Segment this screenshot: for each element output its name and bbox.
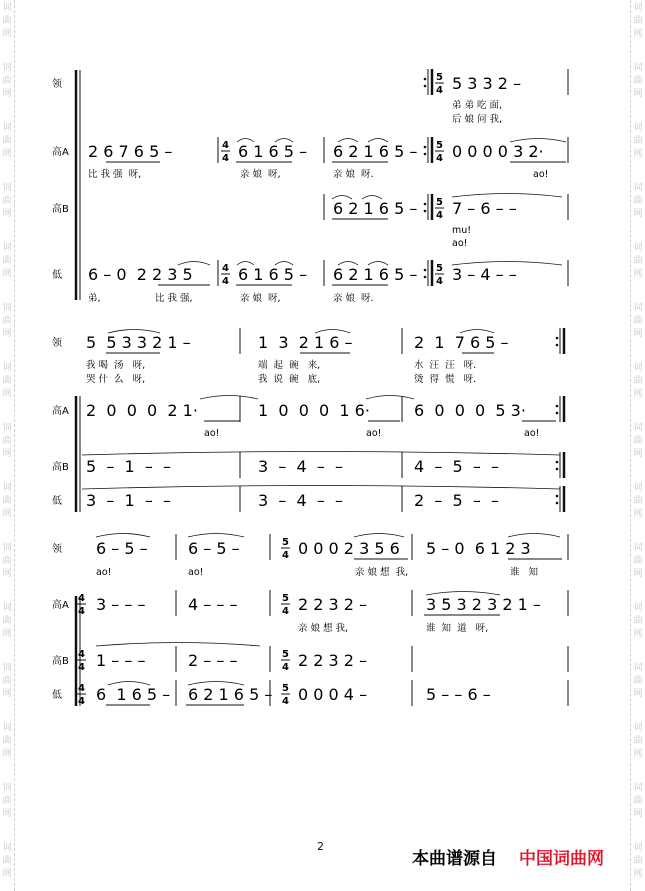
note-group-2-3-0: 6 1 6 5 – [96,685,171,704]
watermark-right-2: 词 曲 网 [633,123,643,159]
lyric-0-0-0: 弟 弟 吃 面, [452,100,503,111]
timesig-top-0-3-1: 5 [436,263,443,274]
note-group-1-1-1: 1 0 0 0 1 6· [258,401,370,420]
watermark-right-6: 词 曲 网 [633,363,643,399]
watermark-right-1: 词 曲 网 [633,63,643,99]
timesig-bottom-0-3-1: 4 [436,276,443,287]
note-group-2-1-0: 3 – – – [96,595,146,614]
note-group-1-3-2: 2 – 5 – – [414,491,500,510]
note-group-0-3-2: 6 2 1 6 5 – [333,265,418,284]
watermark-right-9: 词 曲 网 [633,543,643,579]
watermark-right-10: 词 曲 网 [633,603,643,639]
repeat-dot-0-3-a [424,269,427,272]
lyric-2-1-1: 谁 知 道 呀, [426,623,489,634]
slur-2-0 [96,534,150,538]
lyric-0-1-3: ao! [533,169,549,180]
watermark-left-7: 词 曲 网 [2,423,12,459]
repeat-dot-1-2-a [556,461,559,464]
timesig-top-2-1-1: 5 [282,593,289,604]
source-label: 本曲谱源自 [412,849,497,869]
part-label-0-1: 高A [52,147,69,158]
repeat-dot-0-2-a [424,203,427,206]
watermark-right-13: 词 曲 网 [633,783,643,819]
repeat-dot-1-1-b [556,412,559,415]
lyric-0-0-1: 后 娘 问 我, [452,114,503,125]
watermark-left-5: 词 曲 网 [2,303,12,339]
repeat-dot-0-0-a [424,78,427,81]
timesig-top-0-0-0: 5 [436,72,443,83]
watermark-right-0: 词 曲 网 [633,3,643,39]
slur-0-7 [452,194,562,198]
timesig-top-2-1-0: 4 [78,593,85,604]
lyric-1-1-0: ao! [204,428,220,439]
lyric-0-3-3: 亲 娘 呀. [333,293,374,304]
lyric-2-0-2: 亲 娘 想 我, [355,567,409,578]
note-group-2-0-1: 6 – 5 – [188,539,240,558]
slur-2-1 [188,534,244,538]
note-group-0-1-0: 2 6 7 6 5 – [88,142,173,161]
watermark-left-6: 词 曲 网 [2,363,12,399]
timesig-top-0-1-1: 5 [436,140,443,151]
timesig-bottom-2-1-1: 4 [282,606,289,617]
repeat-dot-0-2-b [424,210,427,213]
watermark-left-3: 词 曲 网 [2,183,12,219]
timesig-bottom-2-3-0: 4 [78,696,85,707]
note-group-0-2-0: 6 2 1 6 5 – [333,199,418,218]
watermark-right-12: 词 曲 网 [633,723,643,759]
watermark-right-14: 词 曲 网 [633,843,643,879]
note-group-0-1-2: 6 2 1 6 5 – [333,142,418,161]
lyric-1-0-5: 烫 得 慌 呀. [414,374,477,385]
slur-1-4 [366,396,414,400]
timesig-bottom-0-3-0: 4 [222,276,229,287]
note-group-2-3-1: 6 2 1 6 5 – [188,685,273,704]
note-group-0-1-3: 0 0 0 0 3 2· [452,142,544,161]
watermark-left-4: 词 曲 网 [2,243,12,279]
note-group-1-0-0: 5 5 3 3 2 1 – [86,333,191,352]
repeat-dot-1-3-b [556,502,559,505]
note-group-2-3-2: 0 0 0 4 – [298,685,368,704]
lyric-0-2-0: mu! [452,225,472,236]
note-group-2-0-2: 0 0 0 2 3 5 6 [298,539,400,558]
note-group-0-1-1: 6 1 6 5 – [238,142,308,161]
slur-1-5 [82,452,560,456]
timesig-bottom-2-2-0: 4 [78,662,85,673]
timesig-top-2-3-1: 5 [282,683,289,694]
lyric-2-1-0: 亲 娘 想 我, [298,623,349,634]
note-group-0-3-0: 6 – 0 2 2 3 5 [88,265,193,284]
timesig-top-2-0-0: 5 [282,537,289,548]
part-label-2-2: 高B [52,656,69,667]
watermark-right-11: 词 曲 网 [633,663,643,699]
part-label-0-2: 高B [52,204,69,215]
note-group-1-2-1: 3 – 4 – – [258,457,344,476]
note-group-1-2-0: 5 – 1 – – [86,457,172,476]
note-group-1-1-0: 2 0 0 0 2 1· [86,401,198,420]
timesig-top-2-2-0: 4 [78,649,85,660]
watermark-left-1: 词 曲 网 [2,63,12,99]
repeat-dot-1-0-a [556,337,559,340]
part-label-2-0: 领 [52,544,62,555]
repeat-dot-0-1-a [424,146,427,149]
repeat-dot-0-1-b [424,153,427,156]
timesig-bottom-0-1-0: 4 [222,153,229,164]
timesig-top-0-2-0: 5 [436,197,443,208]
note-group-0-3-1: 6 1 6 5 – [238,265,308,284]
note-group-2-0-0: 6 – 5 – [96,539,148,558]
note-group-0-3-3: 3 – 4 – – [452,265,517,284]
lyric-0-3-2: 亲 娘 呀, [240,293,281,304]
part-label-1-2: 高B [52,462,69,473]
repeat-dot-1-0-b [556,344,559,347]
timesig-top-0-1-0: 4 [222,140,229,151]
watermark-left-9: 词 曲 网 [2,543,12,579]
part-label-0-0: 领 [52,79,62,90]
lyric-1-1-1: ao! [366,428,382,439]
note-group-2-1-3: 3 5 3 2 3 2 1 – [426,595,541,614]
repeat-dot-1-2-b [556,468,559,471]
part-label-1-1: 高A [52,406,69,417]
repeat-dot-1-1-a [556,405,559,408]
watermark-left-0: 词 曲 网 [2,3,12,39]
lyric-1-0-2: 水 汪 汪 呀. [414,360,477,371]
part-label-1-3: 低 [52,496,62,507]
note-group-2-1-1: 4 – – – [188,595,238,614]
lyric-1-0-4: 我 说 碗 底, [258,374,321,385]
source-footer [412,844,604,869]
note-group-0-0-0: 5 3 3 2 – [452,74,522,93]
timesig-bottom-0-1-1: 4 [436,153,443,164]
watermark-left-12: 词 曲 网 [2,723,12,759]
lyric-0-3-0: 弟, [88,293,101,304]
lyric-1-1-2: ao! [524,428,540,439]
slur-2-2 [354,534,404,538]
timesig-top-0-3-0: 4 [222,263,229,274]
watermark-left-13: 词 曲 网 [2,783,12,819]
repeat-dot-0-0-b [424,85,427,88]
watermark-right-8: 词 曲 网 [633,483,643,519]
part-label-0-3: 低 [52,270,62,281]
timesig-bottom-2-0-0: 4 [282,550,289,561]
watermark-left-2: 词 曲 网 [2,123,12,159]
part-label-2-1: 高A [52,600,69,611]
slur-2-3 [508,534,560,538]
lyric-0-3-1: 比 我 强, [155,293,193,304]
watermark-left-11: 词 曲 网 [2,663,12,699]
slur-1-3 [200,396,258,400]
lyric-1-0-1: 端 起 碗 来, [258,360,321,371]
timesig-top-2-2-1: 5 [282,649,289,660]
lyric-0-1-0: 比 我 强 呀, [88,169,142,180]
note-group-2-2-2: 2 2 3 2 – [298,651,368,670]
lyric-1-0-3: 哭 什 么 呀, [86,374,146,385]
lyric-2-0-1: ao! [188,567,204,578]
timesig-bottom-2-2-1: 4 [282,662,289,673]
lyric-2-0-3: 谁 知 [510,567,539,578]
note-group-1-0-1: 1 3 2 1 6 – [258,333,353,352]
lyric-0-2-1: ao! [452,238,468,249]
timesig-bottom-2-3-1: 4 [282,696,289,707]
watermark-left-8: 词 曲 网 [2,483,12,519]
watermark-left-14: 词 曲 网 [2,843,12,879]
note-group-2-1-2: 2 2 3 2 – [298,595,368,614]
watermark-right-4: 词 曲 网 [633,243,643,279]
repeat-dot-1-3-a [556,495,559,498]
timesig-bottom-2-1-0: 4 [78,606,85,617]
timesig-bottom-0-2-0: 4 [436,210,443,221]
note-group-2-2-1: 2 – – – [188,651,238,670]
slur-1-6 [82,486,560,490]
note-group-0-2-1: 7 – 6 – – [452,199,517,218]
repeat-dot-0-3-b [424,276,427,279]
note-group-2-0-3: 5 – 0 6 1 2 3 [426,539,531,558]
note-group-1-2-2: 4 – 5 – – [414,457,500,476]
watermark-right-7: 词 曲 网 [633,423,643,459]
watermark-right-5: 词 曲 网 [633,303,643,339]
lyric-1-0-0: 我 喝 汤 呀, [86,360,146,371]
page-number: 2 [317,840,324,853]
note-group-2-3-3: 5 – – 6 – [426,685,491,704]
source-site-link[interactable]: 中国词曲网 [519,849,604,869]
slur-2-4 [96,643,260,647]
watermark-right-3: 词 曲 网 [633,183,643,219]
note-group-1-3-0: 3 – 1 – – [86,491,172,510]
lyric-0-1-1: 亲 娘 呀, [240,169,281,180]
note-group-1-0-2: 2 1 7 6 5 – [414,333,509,352]
timesig-bottom-0-0-0: 4 [436,85,443,96]
timesig-top-2-3-0: 4 [78,683,85,694]
note-group-2-2-0: 1 – – – [96,651,146,670]
part-label-1-0: 领 [52,338,62,349]
lyric-2-0-0: ao! [96,567,112,578]
note-group-1-1-2: 6 0 0 0 5 3· [414,401,526,420]
note-group-1-3-1: 3 – 4 – – [258,491,344,510]
lyric-0-1-2: 亲 娘 呀. [333,169,374,180]
watermark-left-10: 词 曲 网 [2,603,12,639]
part-label-2-3: 低 [52,690,62,701]
